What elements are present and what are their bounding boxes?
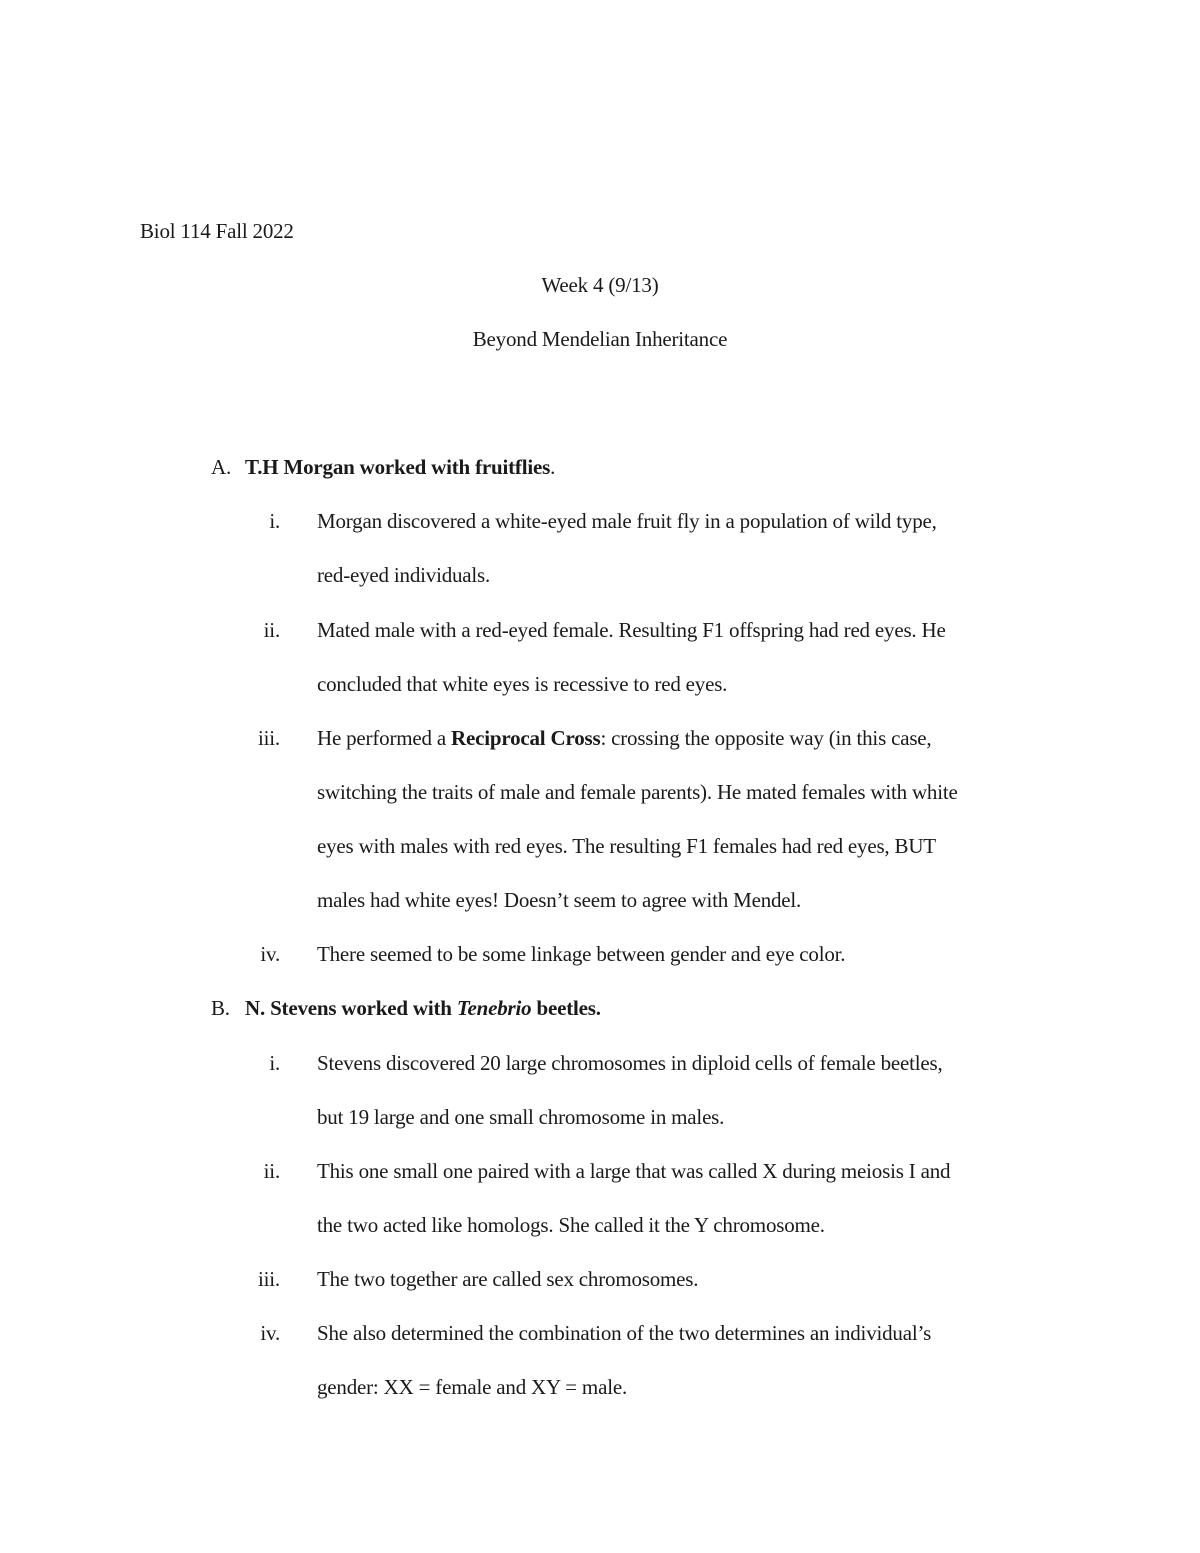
b-i-line-1: Stevens discovered 20 large chromosomes in diploid cells of female beetles,: [317, 1051, 943, 1075]
b-iii-line-1: The two together are called sex chromosomes.: [317, 1267, 699, 1291]
b-i-line-2: but 19 large and one small chromosome in males.: [317, 1105, 725, 1129]
course-header: Biol 114 Fall 2022: [140, 219, 294, 243]
a-i-line-2: red-eyed individuals.: [317, 563, 491, 587]
b-iv-line-2: gender: XX = female and XY = male.: [317, 1375, 627, 1399]
week-label: Week 4 (9/13): [541, 273, 659, 297]
section-a-heading-period: .: [550, 455, 556, 479]
tenebrio-italic: Tenebrio: [456, 996, 532, 1020]
b-ii-line-2: the two acted like homologs. She called it the Y chromosome.: [317, 1213, 825, 1237]
b-iii-numeral: iii.: [258, 1267, 280, 1291]
section-b-heading: [245, 995, 601, 1021]
b-iv-line-1: She also determined the combination of the two determines an individual’s: [317, 1321, 932, 1345]
a-i-numeral: i.: [269, 509, 280, 533]
section-b-heading-bold: [245, 996, 601, 1020]
section-b-heading-start: N. Stevens worked with: [245, 996, 457, 1020]
a-iii-line-4: males had white eyes! Doesn’t seem to agree with Mendel.: [317, 888, 802, 912]
a-iii-line-1-start: He performed a: [317, 726, 452, 750]
b-ii-numeral: ii.: [263, 1159, 280, 1183]
a-iii-line-3: eyes with males with red eyes. The resulting F1 females had red eyes, BUT: [317, 834, 936, 858]
a-ii-numeral: ii.: [263, 618, 280, 642]
a-i-line-1: Morgan discovered a white-eyed male fruit fly in a population of wild type,: [317, 509, 937, 533]
reciprocal-cross-term: Reciprocal Cross: [451, 726, 601, 750]
a-iv-numeral: iv.: [260, 942, 280, 966]
b-iv-numeral: iv.: [260, 1321, 280, 1345]
a-iii-line-1: [317, 725, 931, 751]
a-iv-line-1: There seemed to be some linkage between gender and eye color.: [317, 942, 846, 966]
a-iii-line-1-end: : crossing the opposite way (in this case,: [600, 726, 932, 750]
b-i-numeral: i.: [269, 1051, 280, 1075]
section-b-letter: B.: [211, 996, 230, 1020]
document-title: Beyond Mendelian Inheritance: [472, 327, 728, 351]
b-ii-line-1: This one small one paired with a large that was called X during meiosis I and: [317, 1159, 951, 1183]
a-iii-line-2: switching the traits of male and female parents). He mated females with white: [317, 780, 958, 804]
a-ii-line-2: concluded that white eyes is recessive to red eyes.: [317, 672, 728, 696]
section-a-heading: [245, 454, 555, 480]
section-a-heading-bold: T.H Morgan worked with fruitflies: [245, 455, 551, 479]
a-ii-line-1: Mated male with a red-eyed female. Resulting F1 offspring had red eyes. He: [317, 618, 946, 642]
section-b-heading-end: beetles.: [531, 996, 601, 1020]
section-a-letter: A.: [211, 455, 232, 479]
a-iii-numeral: iii.: [258, 726, 280, 750]
